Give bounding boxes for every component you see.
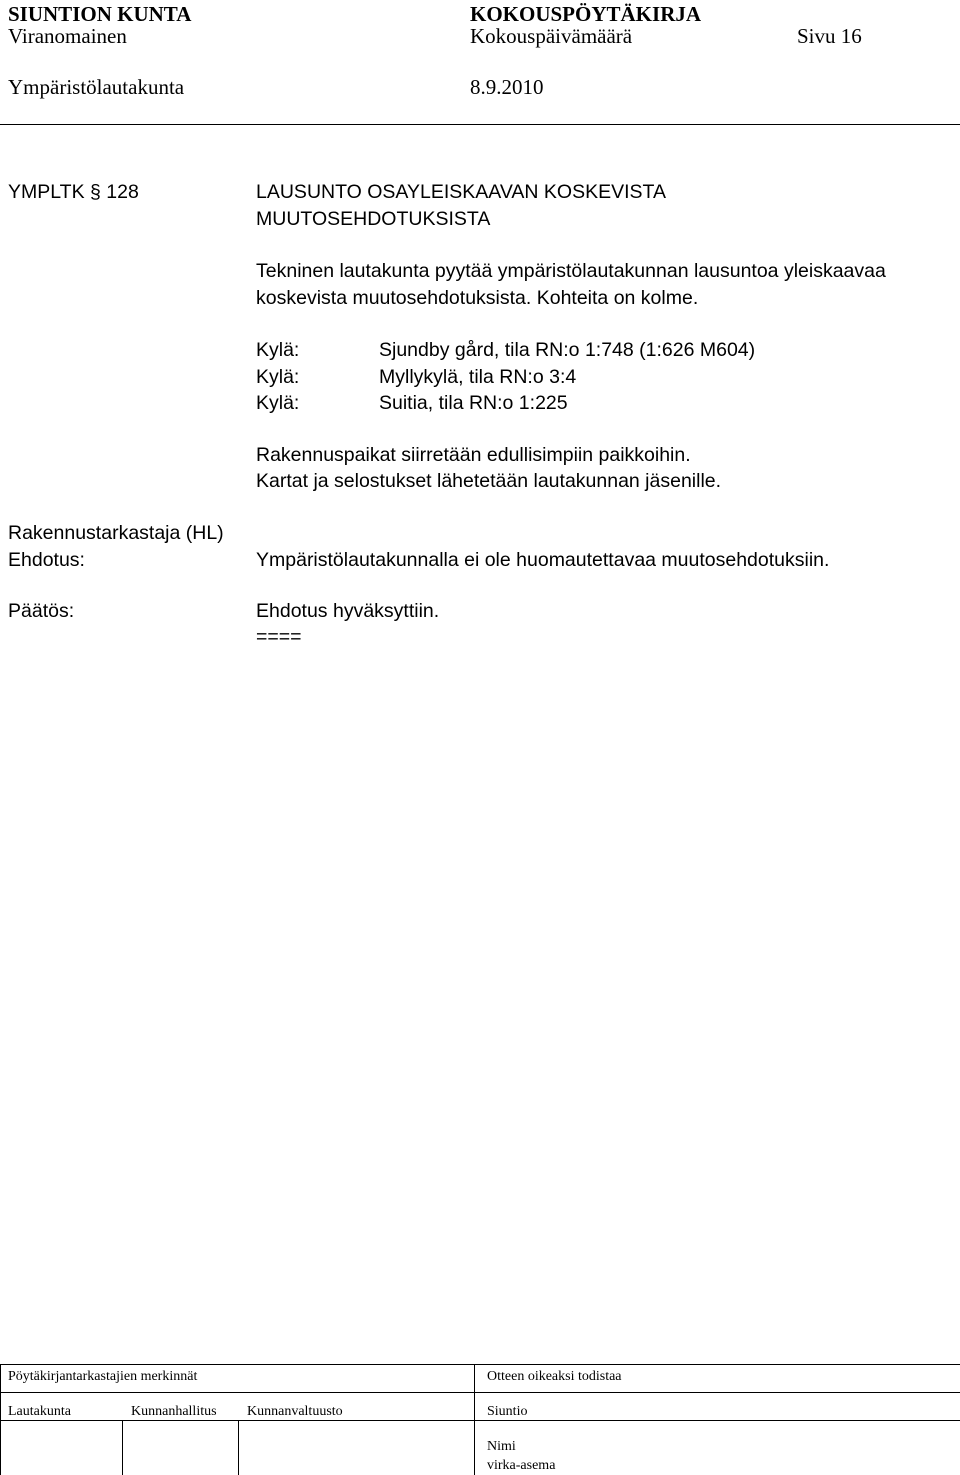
footer-col-divider (122, 1420, 123, 1475)
note-line2: Kartat ja selostukset lähetetään lautakunnan jäsenille. (256, 470, 722, 492)
item-title-line2: MUUTOSEHDOTUKSISTA (256, 208, 491, 230)
item-code: YMPLTK § 128 (8, 181, 139, 203)
village-value: Myllykylä, tila RN:o 3:4 (379, 366, 577, 388)
header-divider (0, 124, 960, 125)
item-title-line1: LAUSUNTO OSAYLEISKAAVAN KOSKEVISTA (256, 181, 666, 203)
footer-col-kunnanvaltuusto: Kunnanvaltuusto (247, 1404, 343, 1419)
village-label: Kylä: (256, 366, 300, 388)
proposer: Rakennustarkastaja (HL) (8, 522, 224, 544)
authority-label: Viranomainen (8, 24, 127, 48)
certified-label: Otteen oikeaksi todistaa (487, 1369, 622, 1384)
proposal-label: Ehdotus: (8, 549, 85, 571)
footer-mid-rule (0, 1392, 960, 1393)
meeting-date: 8.9.2010 (470, 75, 544, 99)
intro-line1: Tekninen lautakunta pyytää ympäristölautakunnan lausuntoa yleiskaavaa (256, 260, 886, 282)
footer-col-lautakunta: Lautakunta (8, 1404, 71, 1419)
authority-name: Ympäristölautakunta (8, 75, 185, 99)
decision-label: Päätös: (8, 600, 75, 622)
footer-col-divider (238, 1420, 239, 1475)
footer-left-border (0, 1364, 1, 1475)
footer-name-label: Nimi (487, 1439, 516, 1454)
org-name: SIUNTION KUNTA (8, 2, 192, 26)
footer-top-rule (0, 1364, 960, 1365)
footer-center-divider (474, 1364, 475, 1475)
village-value: Sjundby gård, tila RN:o 1:748 (1:626 M604) (379, 339, 756, 361)
footer-position-label: virka-asema (487, 1458, 556, 1473)
proposal-text: Ympäristölautakunnalla ei ole huomautettavaa muutosehdotuksiin. (256, 549, 830, 571)
document-type: KOKOUSPÖYTÄKIRJA (470, 2, 702, 26)
note-line1: Rakennuspaikat siirretään edullisimpiin paikkoihin. (256, 444, 691, 466)
footer-col-kunnanhallitus: Kunnanhallitus (131, 1404, 217, 1419)
date-label: Kokouspäivämäärä (470, 24, 633, 48)
decision-text: Ehdotus hyväksyttiin. (256, 600, 440, 622)
village-value: Suitia, tila RN:o 1:225 (379, 392, 568, 414)
village-label: Kylä: (256, 392, 300, 414)
end-mark: ==== (256, 626, 302, 648)
page-number: Sivu 16 (797, 24, 862, 48)
reviewers-label: Pöytäkirjantarkastajien merkinnät (8, 1369, 198, 1384)
footer-place: Siuntio (487, 1404, 528, 1419)
intro-line2: koskevista muutosehdotuksista. Kohteita on kolme. (256, 287, 699, 309)
footer-row-rule (0, 1420, 960, 1421)
village-label: Kylä: (256, 339, 300, 361)
